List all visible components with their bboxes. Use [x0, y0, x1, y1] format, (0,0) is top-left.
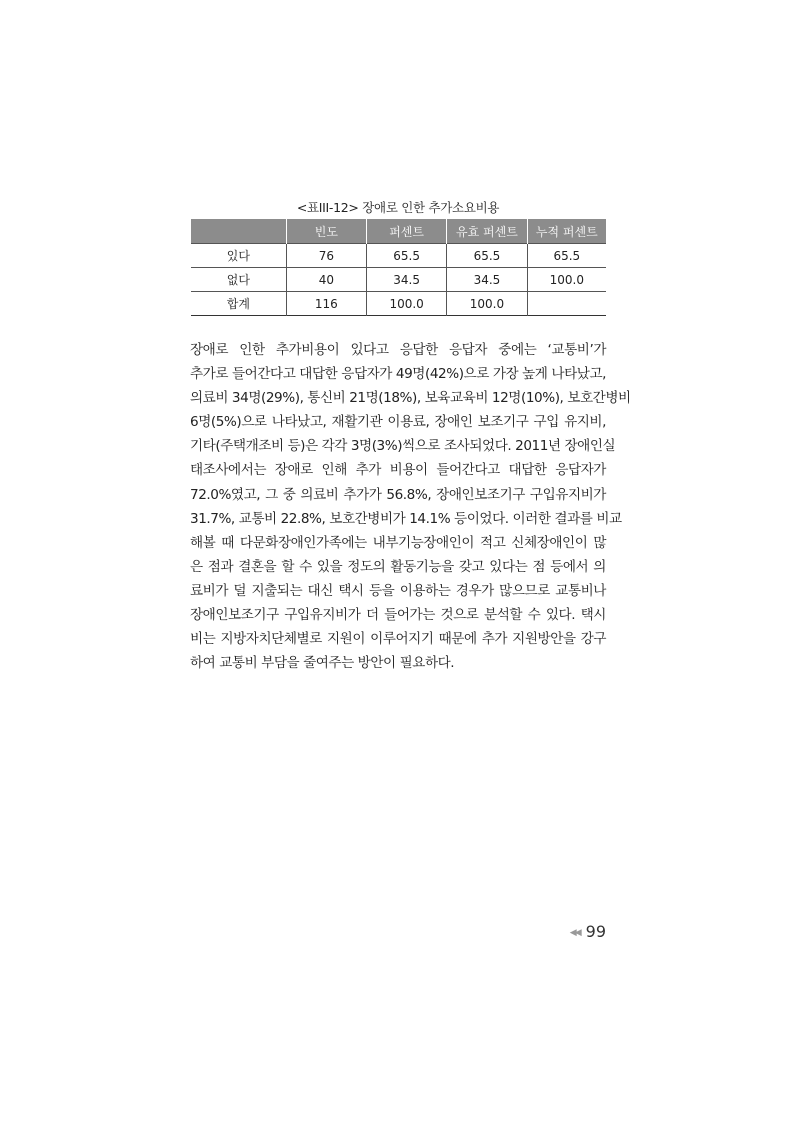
table-cell: 34.5 — [447, 268, 527, 292]
paragraph-line: 하여 교통비 부담을 줄여주는 방안이 필요하다. — [190, 655, 455, 672]
table-header-cell: 퍼센트 — [366, 219, 446, 244]
page-number-value: 99 — [585, 922, 606, 941]
table-header-cell: 빈도 — [286, 219, 366, 244]
table-row — [191, 268, 606, 292]
table-header-cell: 유효 퍼센트 — [447, 219, 527, 244]
paragraph-line: 은 점과 결혼을 할 수 있을 정도의 활동기능을 갖고 있다는 점 등에서 의 — [190, 558, 606, 575]
body-paragraph — [190, 338, 631, 675]
table-caption: <표III-12> 장애로 인한 추가소요비용 — [296, 200, 500, 215]
table-cell: 76 — [286, 244, 366, 268]
paragraph-line: 6명(5%)으로 나타났고, 재활기관 이용료, 장애인 보조기구 구입 유지비, — [190, 414, 606, 431]
table-cell: 65.5 — [447, 244, 527, 268]
paragraph-line: 장애로 인한 추가비용이 있다고 응답한 응답자 중에는 ‘교통비’가 — [190, 342, 606, 358]
table-cell: 있다 — [191, 244, 286, 268]
paragraph-line: 기타(주택개조비 등)은 각각 3명(3%)씩으로 조사되었다. 2011년 장애인실 — [190, 438, 616, 455]
paragraph-line: 의료비 34명(29%), 통신비 21명(18%), 보육교육비 12명(10%), 보호간병비 — [190, 390, 631, 407]
paragraph-line: 해볼 때 다문화장애인가족에는 내부기능장애인이 적고 신체장애인이 많 — [190, 534, 606, 551]
table-header-cell — [191, 219, 286, 244]
paragraph-line: 추가로 들어간다고 대답한 응답자가 49명(42%)으로 가장 높게 나타났고, — [190, 366, 606, 383]
cost-table — [191, 219, 606, 316]
paragraph-line: 태조사에서는 장애로 인해 추가 비용이 들어간다고 대답한 응답자가 — [190, 462, 606, 479]
table-header-row — [191, 219, 606, 244]
table-row — [191, 244, 606, 268]
page-number — [560, 922, 606, 941]
table-cell: 40 — [286, 268, 366, 292]
table-cell: 65.5 — [366, 244, 446, 268]
table-cell: 34.5 — [366, 268, 446, 292]
paragraph-line: 31.7%, 교통비 22.8%, 보호간병비가 14.1% 등이었다. 이러한 결과를 비교 — [190, 510, 622, 527]
table-cell: 합계 — [191, 292, 286, 316]
paragraph-line: 료비가 덜 지출되는 대신 택시 등을 이용하는 경우가 많으므로 교통비나 — [190, 582, 606, 599]
paragraph-line: 비는 지방자치단체별로 지원이 이루어지기 때문에 추가 지원방안을 강구 — [190, 631, 606, 648]
double-arrow-left-icon: ◀◀ — [569, 928, 580, 938]
table-cell: 116 — [286, 292, 366, 316]
table-cell: 100.0 — [447, 292, 527, 316]
table-cell — [527, 292, 606, 316]
paragraph-line: 72.0%였고, 그 중 의료비 추가가 56.8%, 장애인보조기구 구입유지비가 — [190, 486, 606, 503]
table-cell: 없다 — [191, 268, 286, 292]
table-cell: 100.0 — [527, 268, 606, 292]
table-cell: 65.5 — [527, 244, 606, 268]
table-header-cell: 누적 퍼센트 — [527, 219, 606, 244]
paragraph-line: 장애인보조기구 구입유지비가 더 들어가는 것으로 분석할 수 있다. 택시 — [190, 607, 606, 624]
table-cell: 100.0 — [366, 292, 446, 316]
table-row — [191, 292, 606, 316]
